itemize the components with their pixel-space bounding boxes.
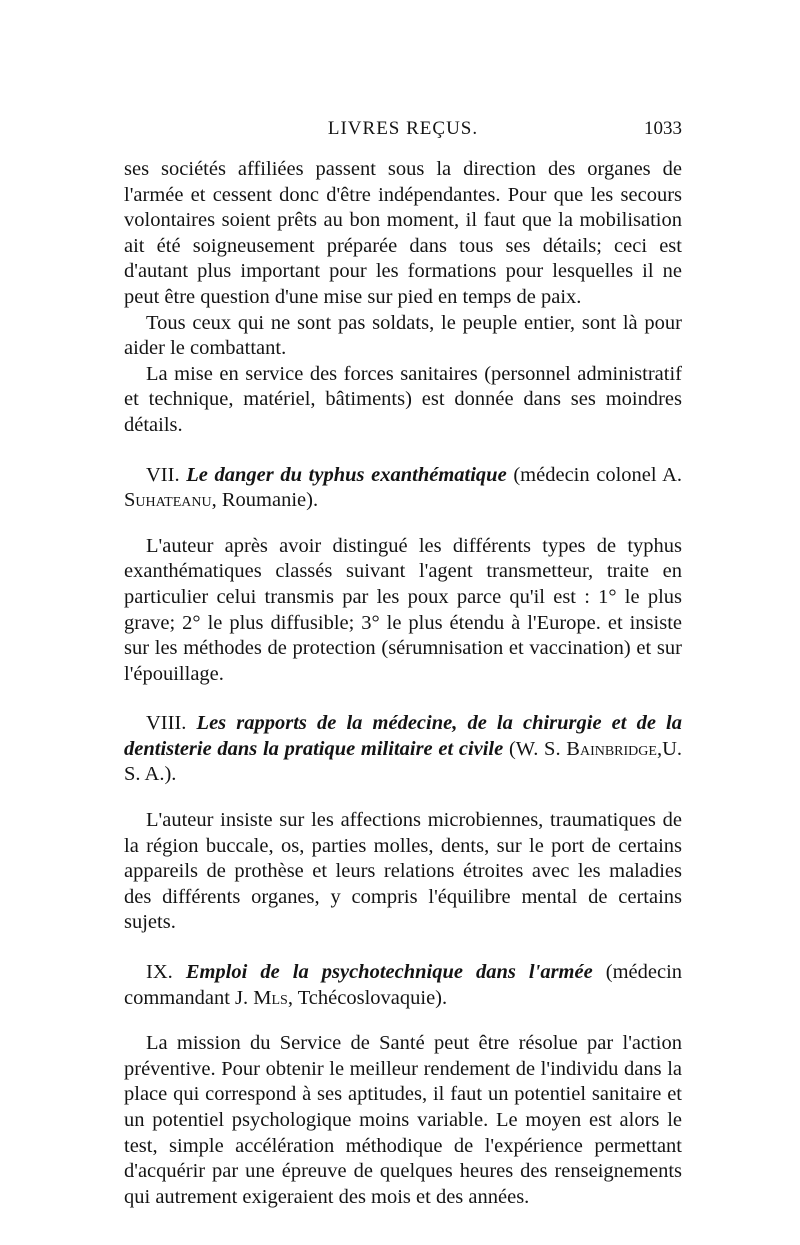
section-numeral: VII. xyxy=(146,463,180,486)
section-title: Les rapports de la médecine, de la chirurgie et de la dentisterie dans la pratique militaire et civile xyxy=(124,712,682,760)
paragraph: L'auteur insiste sur les affections microbiennes, traumatiques de la région buccale, os, parties molles, dents, sur le port de certains appareils de prothèse et leurs relations étroites avec les maladies des différents organes, y compris l'équilibre mental de certains sujets. xyxy=(124,809,682,934)
paragraph: L'auteur après avoir distingué les différents types de typhus exanthématiques classés suivant l'agent transmetteur, traite en particulier celui transmis par les poux parce qu'il est : 1° le plus grave; 2° le plus diffusible; 3° le plus étendu à l'Europe. et insiste sur les méthodes de protection (sérumnisation et vaccination) et sur l'épouillage. xyxy=(124,534,682,685)
section-author-name: Mls xyxy=(253,986,288,1009)
section-author-prefix: (médecin commandant J. xyxy=(124,961,683,1009)
page-header xyxy=(124,118,682,142)
section-author-name: Bainbridge xyxy=(566,737,657,760)
section-heading-viii xyxy=(124,711,682,788)
paragraph: La mission du Service de Santé peut être résolue par l'action préventive. Pour obtenir le meilleur rendement de l'individu dans la place qui correspond à ses aptitudes, il faut un potentiel sanitaire et un potentiel psychologique moins variable. Le moyen est alors le test, simple accélération méthodique de l'expérience permettant d'acquérir par une épreuve de quelques heures des renseignements qui autrement exigeraient des mois et des années. xyxy=(124,1032,682,1208)
page-number: 1033 xyxy=(644,118,682,139)
section-numeral: VIII. xyxy=(146,712,187,735)
paragraph-continuation: ses sociétés affiliées passent sous la direction des organes de l'armée et cessent donc d'être indépendantes. Pour que les secours volontaires soient prêts au bon moment, il faut que la mobilisation ait été soigneusement préparée dans tous ses détails; ceci est d'autant plus important pour les formations pour lesquelles il ne peut être question d'une mise sur pied en temps de paix. xyxy=(124,158,682,308)
paragraph: La mise en service des forces sanitaires (personnel administratif et technique, matériel, bâtiments) est donnée dans ses moindres détails. xyxy=(124,362,682,436)
section-heading-vii xyxy=(124,463,682,514)
section-author-suffix: , Roumanie). xyxy=(211,489,319,512)
section-title: Le danger du typhus exanthématique xyxy=(186,463,507,486)
section-numeral: IX. xyxy=(146,961,173,984)
section-author-name: Suhateanu xyxy=(124,489,212,512)
body-text xyxy=(124,157,682,1210)
section-heading-ix xyxy=(124,960,682,1011)
section-author-suffix: ,U. S. A.). xyxy=(124,737,683,786)
section-author-prefix: (W. S. xyxy=(508,737,561,760)
section-author-suffix: , Tchécoslovaquie). xyxy=(287,986,448,1009)
section-title: Emploi de la psychotechnique dans l'armée xyxy=(185,961,593,984)
paragraph: Tous ceux qui ne sont pas soldats, le peuple entier, sont là pour aider le combattant. xyxy=(124,311,682,360)
running-title: LIVRES REÇUS. xyxy=(327,118,479,139)
section-author-prefix: (médecin colonel A. xyxy=(513,463,683,486)
